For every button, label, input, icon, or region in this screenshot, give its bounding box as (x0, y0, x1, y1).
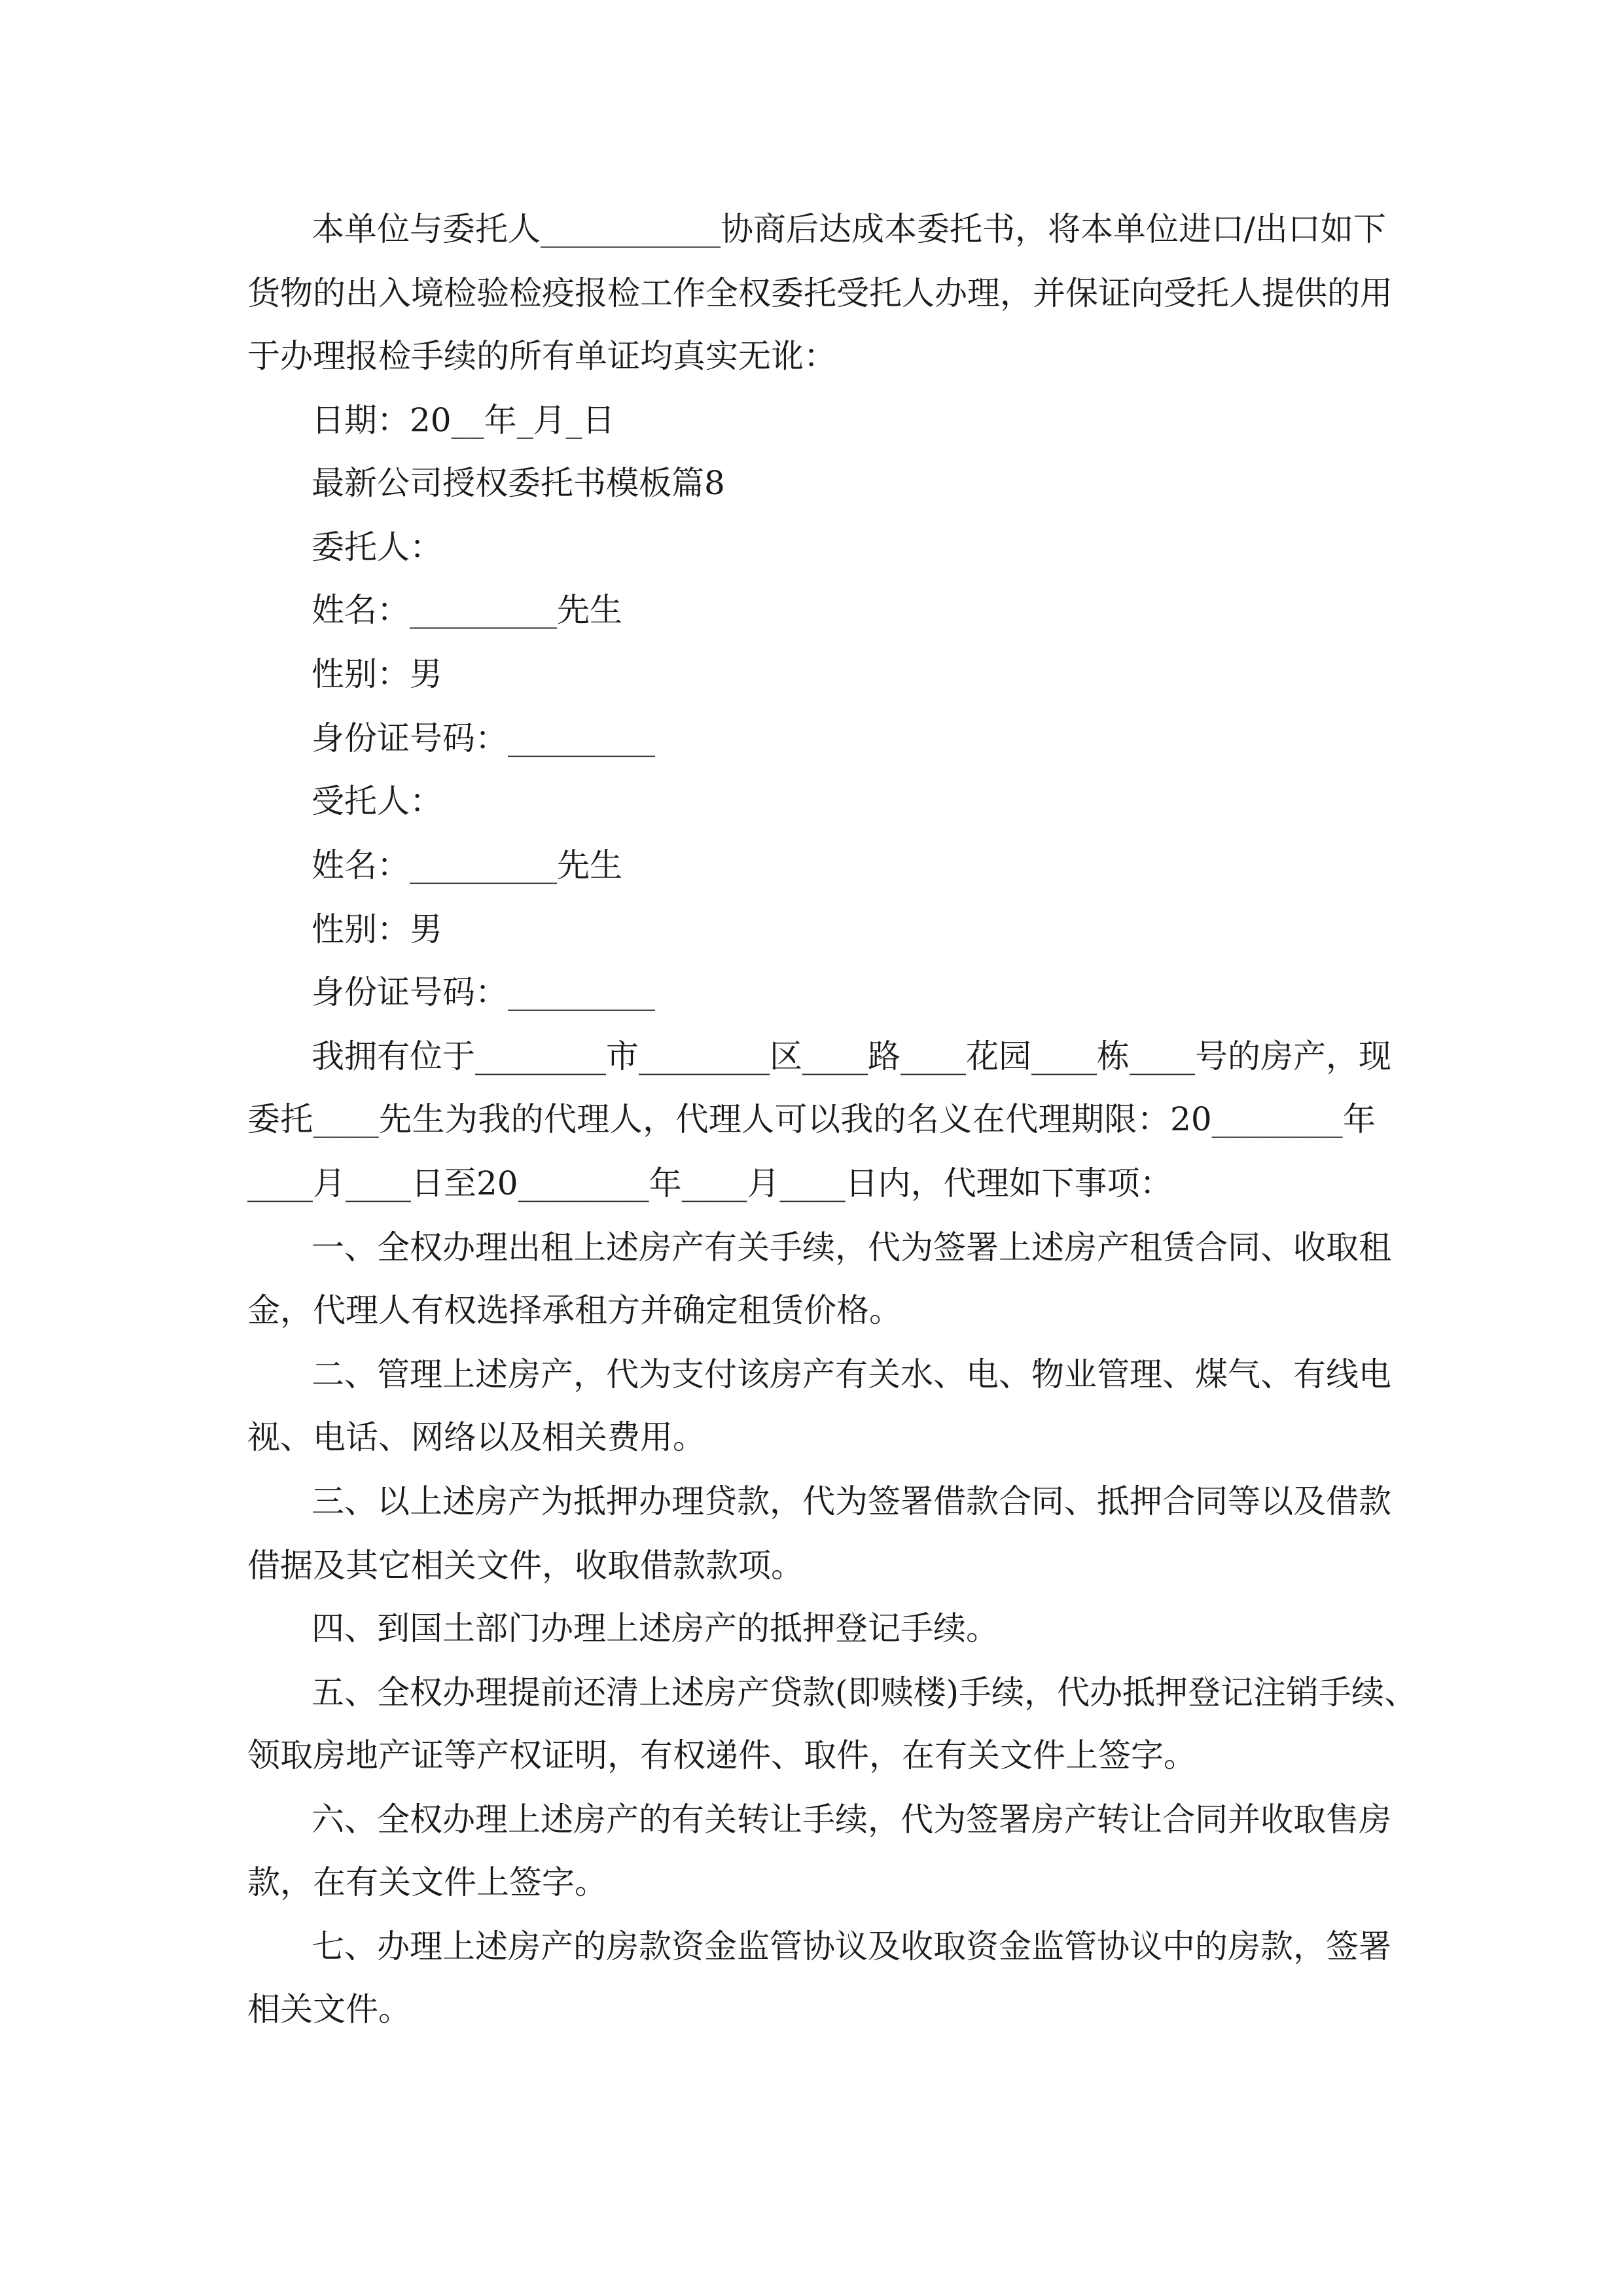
agent-name: 姓名：_________先生 (312, 846, 622, 884)
principal-label: 委托人： (312, 528, 442, 566)
list-item-line: 二、管理上述房产，代为支付该房产有关水、电、物业管理、煤气、有线电 (312, 1355, 1391, 1393)
agent-gender: 性别：男 (312, 910, 442, 948)
agent-id-number: 身份证号码：_________ (312, 973, 655, 1011)
paragraph-line: 本单位与委托人___________协商后达成本委托书，将本单位进口/出口如下 (312, 210, 1386, 248)
principal-gender: 性别：男 (312, 655, 442, 693)
list-item-line: 款，在有关文件上签字。 (247, 1863, 607, 1901)
date-line: 日期：20__年_月_日 (312, 401, 615, 439)
principal-name: 姓名：_________先生 (312, 591, 622, 629)
list-item-line: 五、全权办理提前还清上述房产贷款(即赎楼)手续，代办抵押登记注销手续、 (312, 1674, 1418, 1712)
principal-id-number: 身份证号码：_________ (312, 719, 655, 757)
list-item-line: 借据及其它相关文件，收取借款款项。 (247, 1547, 804, 1585)
list-item-line: 金，代理人有权选择承租方并确定租赁价格。 (247, 1291, 902, 1329)
paragraph-line: 委托____先生为我的代理人，代理人可以我的名义在代理期限：20________年 (247, 1100, 1376, 1138)
list-item-line: 七、办理上述房产的房款资金监管协议及收取资金监管协议中的房款，签署 (312, 1928, 1391, 1965)
list-item-line: 领取房地产证等产权证明，有权递件、取件，在有关文件上签字。 (247, 1736, 1196, 1774)
paragraph-line: 我拥有位于________市________区____路____花园____栋____号的房产，现 (312, 1037, 1391, 1075)
section-heading: 最新公司授权委托书模板篇8 (312, 464, 725, 502)
list-item-line: 相关文件。 (247, 1990, 411, 2028)
paragraph-line: 货物的出入境检验检疫报检工作全权委托受托人办理，并保证向受托人提供的用 (247, 274, 1393, 312)
paragraph-line: 于办理报检手续的所有单证均真实无讹： (247, 337, 836, 375)
list-item-line: 三、以上述房产为抵押办理贷款，代为签署借款合同、抵押合同等以及借款 (312, 1482, 1391, 1520)
list-item-line: 六、全权办理上述房产的有关转让手续，代为签署房产转让合同并收取售房 (312, 1801, 1391, 1839)
agent-label: 受托人： (312, 782, 442, 820)
list-item-line: 一、全权办理出租上述房产有关手续，代为签署上述房产租赁合同、收取租 (312, 1229, 1391, 1266)
list-item-line: 视、电话、网络以及相关费用。 (247, 1418, 705, 1456)
paragraph-line: ____月____日至20________年____月____日内，代理如下事项： (247, 1164, 1173, 1202)
list-item-line: 四、到国土部门办理上述房产的抵押登记手续。 (312, 1609, 999, 1647)
